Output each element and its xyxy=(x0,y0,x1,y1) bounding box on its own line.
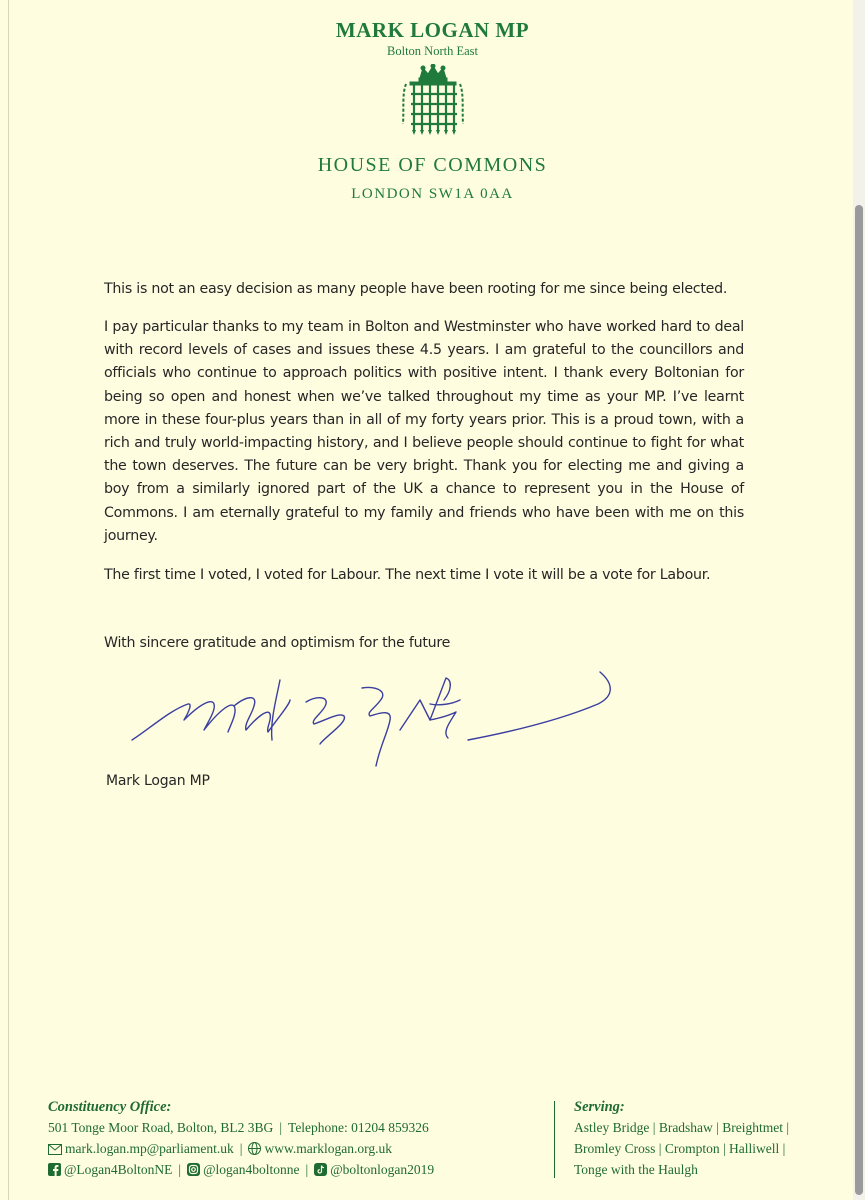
scrollbar-track[interactable] xyxy=(853,0,865,1200)
office-contact-line xyxy=(48,1120,538,1141)
letter-paragraph: This is not an easy decision as many people have been rooting for me since being elected. xyxy=(104,281,728,297)
tiktok-icon xyxy=(314,1163,327,1176)
serving-areas-block xyxy=(574,1099,814,1183)
handwritten-signature xyxy=(130,660,620,775)
serving-areas-line: Tonge with the Haulgh xyxy=(574,1162,698,1177)
scrollbar-thumb[interactable] xyxy=(855,205,863,1195)
mp-name: MARK LOGAN MP xyxy=(335,18,530,42)
office-label: Constituency Office: xyxy=(48,1099,172,1115)
facebook-handle[interactable]: @Logan4BoltonNE xyxy=(64,1162,173,1177)
separator: | xyxy=(279,1120,283,1135)
tiktok-handle[interactable]: @boltonlogan2019 xyxy=(330,1162,435,1177)
letter-paragraph: The first time I voted, I voted for Labour. The next time I vote it will be a vote for Labour. xyxy=(104,567,711,583)
instagram-icon xyxy=(187,1163,200,1176)
separator: | xyxy=(178,1162,182,1177)
house-of-commons-heading: HOUSE OF COMMONS xyxy=(317,154,548,176)
website-link[interactable]: www.marklogan.org.uk xyxy=(264,1141,392,1156)
parliament-address: LONDON SW1A 0AA xyxy=(351,186,514,202)
page-edge xyxy=(8,0,9,1200)
serving-label: Serving: xyxy=(574,1099,625,1115)
facebook-icon xyxy=(48,1163,61,1176)
constituency-name: Bolton North East xyxy=(387,44,478,58)
online-contact-line xyxy=(48,1141,538,1162)
telephone: Telephone: 01204 859326 xyxy=(288,1120,429,1135)
office-address: 501 Tonge Moor Road, Bolton, BL2 3BG xyxy=(48,1120,274,1135)
separator: | xyxy=(305,1162,309,1177)
separator: | xyxy=(239,1141,243,1156)
email-link[interactable]: mark.logan.mp@parliament.uk xyxy=(65,1141,234,1156)
letter-closing: With sincere gratitude and optimism for the future xyxy=(104,635,451,651)
globe-icon xyxy=(248,1142,261,1155)
social-line xyxy=(48,1162,538,1183)
email-icon xyxy=(48,1144,62,1155)
portcullis-icon xyxy=(400,64,466,136)
constituency-office-block xyxy=(48,1099,538,1183)
serving-areas-line: Astley Bridge | Bradshaw | Breightmet | xyxy=(574,1120,790,1135)
letter-paragraph: I pay particular thanks to my team in Bolton and Westminster who have worked hard to deal with record levels of cases and issues these 4.5 years. I am grateful to the councillors and officials who continue to approach politics with positive intent. I thank every Boltonian for being so open and honest when we’ve talked throughout my time as your MP. I’ve learnt more in these four-plus years than in all of my forty years prior. This is a proud town, with a rich and truly world-impacting history, and I believe people should continue to fight for what the town deserves. The future can be very bright. Thank you for electing me and giving a boy from a similarly ignored part of the UK a chance to represent you in the House of Commons. I am eternally grateful to my family and friends who have been with me on this journey. xyxy=(104,319,744,544)
serving-areas-line: Bromley Cross | Crompton | Halliwell | xyxy=(574,1141,786,1156)
signatory-name: Mark Logan MP xyxy=(106,773,210,789)
instagram-handle[interactable]: @logan4boltonne xyxy=(203,1162,300,1177)
footer-divider xyxy=(554,1101,555,1178)
